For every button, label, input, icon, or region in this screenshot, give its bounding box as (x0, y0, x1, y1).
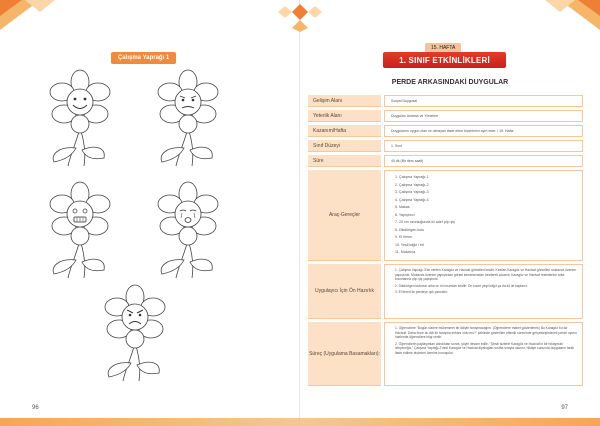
row-label: Sınıf Düzeyi (308, 140, 381, 152)
row-value: Duyguları Anlama ve Yönetme (384, 110, 583, 122)
row-label: Süreç (Uygulama Basamakları): (308, 322, 381, 386)
flower-scared (40, 180, 120, 280)
materials-list (384, 170, 583, 261)
table-row-materials (308, 170, 583, 261)
page-number-right: 97 (561, 405, 568, 411)
week-badge: 15. HAFTA (425, 43, 461, 53)
list-item: 3. El feneri ile perdeye ışık yansıtılır. (395, 290, 448, 295)
list-item: 2. Dikdörtgen kutunun arka ve ön kısımları kesilir. Ön kısım yeşil kâğıt ya da tül ile kaplanır. (395, 283, 528, 288)
list-item: 8. Dikdörtgen kutu (395, 227, 425, 232)
row-label: Kazanım/Hafta (308, 125, 381, 137)
row-label: Yeterlik Alanı (308, 110, 381, 122)
table-row (308, 95, 583, 107)
row-label: Gelişim Alanı (308, 95, 381, 107)
list-item: 11. Mukavva (395, 250, 416, 254)
page-title-banner: 1. SINIF ETKİNLİKLERİ (383, 52, 506, 68)
row-value: Sosyal Duygusal (384, 95, 583, 107)
list-item: 10. Yeşil kâğıt / tül (395, 242, 424, 247)
list-item: 2. Öğrencilerin paylaşımları alındıktan sonra, şöyle devam edilir: "Şimdi sizlerle Karagöz ve Hacivat'ın bir hikâyesini izleyeceğiz." Çalışma Yaprağı-2'deki Karagöz ve Hacivat diyalogları sınıfta sırayla okunur, hikâye sonunda duyguların farklı ifade edilme biçimleri üzerine konuşulur. (395, 341, 575, 355)
prep-list (384, 264, 583, 319)
list-item: 7. 20 cm uzunluğunda iki adet çöp şiş (395, 220, 455, 224)
row-value: Duygularını uygun olan ve olmayan ifade etme biçimlerini ayırt eder. / 15. Hafta (384, 125, 583, 137)
row-label: Uygulayıcı İçin Ön Hazırlık (308, 264, 381, 319)
bottom-decorative-band (0, 418, 600, 426)
worksheet-tag: Çalışma Yaprağı 1 (111, 52, 176, 64)
row-label: Süre (308, 155, 381, 167)
list-item: 4. Çalışma Yaprağı-4 (395, 197, 429, 202)
table-row (308, 155, 583, 167)
top-center-decoration (275, 0, 325, 32)
activity-subtitle: PERDE ARKASINDAKİ DUYGULAR (391, 79, 509, 86)
corner-decoration-left (0, 0, 70, 40)
table-row-process (308, 322, 583, 386)
table-row (308, 110, 583, 122)
corner-decoration-right (530, 0, 600, 40)
table-row (308, 140, 583, 152)
list-item: 1. Çalışma Yaprağı-3'de verilen Karagöz ve Hacivat görselleri kesilir. Kesilen Karagöz ve Hacivat görselleri mukavva üzerine yapıştırılır. Mukavva üzerine yapıştırılan görsel kenarlarından kesilerek çıkarılır. Karagöz ve Hacivat resimlerine arka kısımlarına çöp şiş yapıştırılır. (395, 268, 577, 282)
list-item: 1. Öğrencilere "Bugün sizlere mükemmel bir ikiliyle tanıştıracağım. (Öğrencilere maket gösterilerek) Bu Karagöz bu da Hacivat. Daha önce bu ikili ile tanışma imkânı oldu mu?" şeklinde gösterilen etkinlik sürecinde gerçekleştirilecek perde oyunu hakkında öğrencilere bilgi verilir. (395, 326, 577, 340)
flower-angry (95, 283, 175, 383)
row-label: Araç-Gereçler (308, 170, 381, 261)
table-row (308, 125, 583, 137)
list-item: 9. El fenerı (395, 235, 413, 239)
flower-worried (148, 68, 228, 168)
process-list (384, 322, 583, 386)
list-item: 5. Makas (395, 205, 410, 209)
table-row-prep (308, 264, 583, 319)
row-value: 40 dk (Bir ders saati) (384, 155, 583, 167)
list-item: 1. Çalışma Yaprağı-1 (395, 175, 429, 179)
right-page (300, 0, 600, 426)
list-item: 3. Çalışma Yaprağı-3 (395, 190, 429, 194)
flower-crying (148, 180, 228, 280)
list-item: 2. Çalışma Yaprağı-2 (395, 182, 429, 187)
row-value: 1. Sınıf (384, 140, 583, 152)
flower-happy (40, 68, 120, 168)
list-item: 6. Yapıştırıcı (395, 212, 415, 217)
page-number-left: 96 (32, 405, 39, 411)
